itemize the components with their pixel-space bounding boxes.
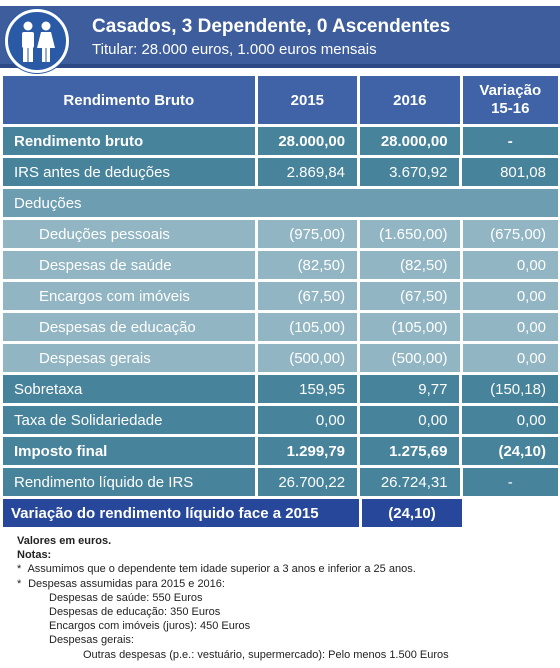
value-2016: 9,77 [360,375,459,403]
value-2015: 159,95 [258,375,357,403]
couple-icon [5,9,69,73]
final-row-label: Variação do rendimento líquido face a 2015 [3,499,359,527]
row-label: Taxa de Solidariedade [3,406,255,434]
row-label: Rendimento líquido de IRS [3,468,255,496]
row-label: Sobretaxa [3,375,255,403]
note-item [17,562,449,576]
value-2016: 1.275,69 [360,437,459,465]
table-row [3,189,558,217]
expense-imoveis: Encargos com imóveis (juros): 450 Euros [49,620,251,633]
page-title: Casados, 3 Dependente, 0 Ascendentes [92,16,451,37]
row-label: Imposto final [3,437,255,465]
value-2015: (82,50) [258,251,357,279]
table-row [3,158,558,186]
value-2015: (105,00) [258,313,357,341]
value-2015: 1.299,79 [258,437,357,465]
column-header-variation-line2: 15-16 [491,100,530,117]
column-header-variation [463,76,558,124]
value-variation: 0,00 [463,251,558,279]
value-variation: 801,08 [462,158,558,186]
row-label: Deduções pessoais [3,220,255,248]
section-label-deducoes: Deduções [3,189,558,217]
final-row [3,499,558,527]
units-note: Valores em euros. [17,535,112,547]
table-row [3,437,558,465]
value-variation: 0,00 [463,282,558,310]
value-variation: 0,00 [463,313,558,341]
irs-table [3,76,558,530]
table-row [3,251,558,279]
value-2015: 2.869,84 [258,158,357,186]
table-header [3,76,558,124]
note-item [17,577,449,591]
final-row-value: (24,10) [362,499,462,527]
value-2015: (500,00) [258,344,357,372]
column-header-2015: 2015 [258,76,357,124]
value-variation: - [463,468,558,496]
table-row [3,220,558,248]
bullet-icon: * [17,563,22,576]
value-2015: 28.000,00 [258,127,357,155]
value-2016: (1.650,00) [360,220,459,248]
table-row [3,468,558,496]
notes-heading: Notas: [17,549,52,562]
value-2015: 0,00 [258,406,357,434]
column-header-label: Rendimento Bruto [3,76,255,124]
table-row [3,344,558,372]
expense-gerais: Despesas gerais: [49,634,134,647]
expense-outras: Outras despesas (p.e.: vestuário, supermercado): Pelo menos 1.500 Euros [83,648,449,661]
value-2016: (67,50) [360,282,459,310]
value-2015: 26.700,22 [258,468,357,496]
value-2016: 3.670,92 [360,158,459,186]
header [0,0,560,70]
value-2016: 28.000,00 [360,127,459,155]
row-label: Despesas gerais [3,344,255,372]
row-label: Despesas de educação [3,313,255,341]
note-text: Despesas assumidas para 2015 e 2016: [28,577,225,590]
bullet-icon: * [17,577,22,590]
expense-educacao: Despesas de educação: 350 Euros [49,606,221,619]
table-row [3,282,558,310]
value-2016: 0,00 [360,406,459,434]
row-label: IRS antes de deduções [3,158,255,186]
notes [17,534,449,662]
table-row [3,127,558,155]
value-variation: 0,00 [463,344,558,372]
value-variation: (675,00) [463,220,558,248]
column-header-2016: 2016 [360,76,459,124]
row-label: Despesas de saúde [3,251,255,279]
column-header-variation-line1: Variação [479,82,542,99]
row-label: Encargos com imóveis [3,282,255,310]
page-subtitle: Titular: 28.000 euros, 1.000 euros mensais [92,41,377,58]
value-variation: 0,00 [462,406,558,434]
value-2015: (975,00) [258,220,357,248]
table-row [3,375,558,403]
value-2016: (82,50) [360,251,459,279]
table-row [3,406,558,434]
value-variation: - [463,127,558,155]
value-2016: 26.724,31 [360,468,459,496]
expense-saude: Despesas de saúde: 550 Euros [49,591,203,604]
row-label: Rendimento bruto [3,127,255,155]
table-row [3,313,558,341]
value-2015: (67,50) [258,282,357,310]
value-2016: (500,00) [360,344,459,372]
value-variation: (24,10) [462,437,558,465]
note-text: Assumimos que o dependente tem idade superior a 3 anos e inferior a 25 anos. [27,563,416,576]
value-variation: (150,18) [462,375,558,403]
value-2016: (105,00) [360,313,459,341]
